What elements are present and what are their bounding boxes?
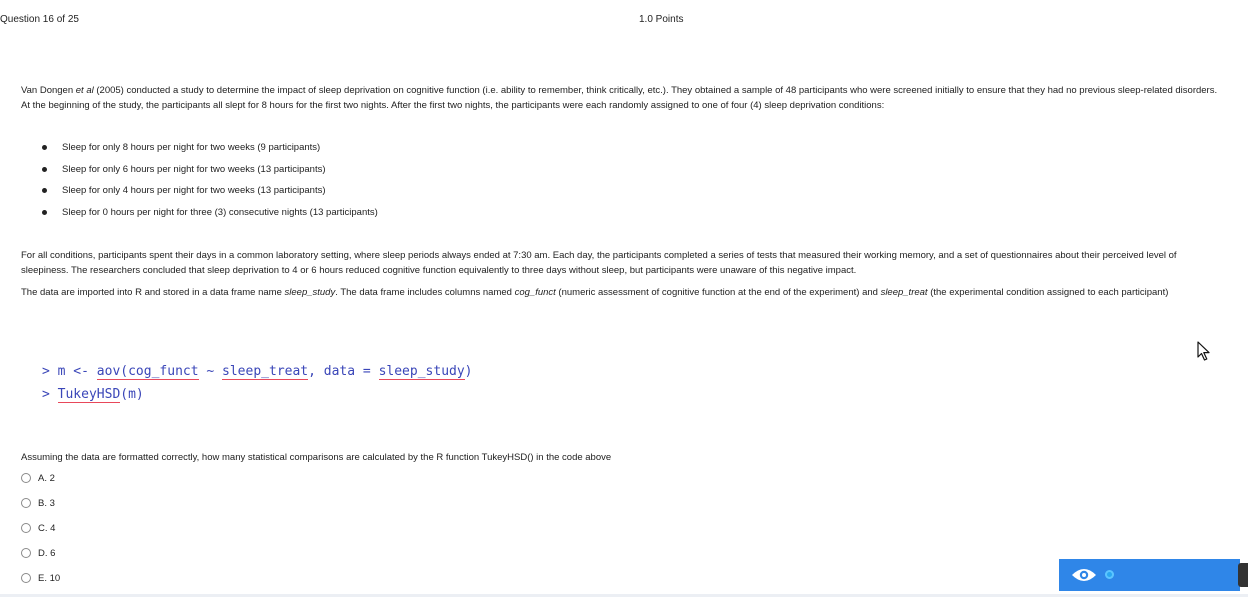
radio-button[interactable] <box>21 473 31 483</box>
answer-option-c[interactable] <box>21 521 55 535</box>
question-number: Question 16 of 25 <box>0 14 79 25</box>
radio-button[interactable] <box>21 523 31 533</box>
conditions-paragraph: For all conditions, participants spent their days in a common laboratory setting, where sleep periods always ended at 7:30 am. Each day, the participants completed a series of tests that measured their working memory, and a set of questionnaires about their perceived level of sleepiness. The researchers concluded that sleep deprivation to 4 or 6 hours reduced cognitive function equivalently to three days without sleep, but participants were unaware of this negative impact. <box>21 250 1177 276</box>
option-label: D. 6 <box>38 547 56 559</box>
intro-paragraph: Van Dongen et al (2005) conducted a study to determine the impact of sleep deprivation on cognitive function (i.e. ability to remember, think critically, etc.). They obtained a sample of 48 participants who were screened initially to ensure that they had no previous sleep-related disorders. At the beginning of the study, the participants all slept for 8 hours for the first two nights. After the first two nights, the participants were each randomly assigned to one of four (4) sleep deprivation conditions: <box>21 85 1218 111</box>
option-label: B. 3 <box>38 497 55 509</box>
code-line-tukey: > TukeyHSD(m) <box>42 387 144 402</box>
answer-option-b[interactable] <box>21 496 55 510</box>
list-item: Sleep for only 6 hours per night for two weeks (13 participants) <box>42 164 378 186</box>
option-label: E. 10 <box>38 572 61 584</box>
radio-button[interactable] <box>21 498 31 508</box>
question-points: 1.0 Points <box>639 14 684 25</box>
side-panel-handle[interactable] <box>1238 563 1248 587</box>
eye-icon[interactable] <box>1071 566 1097 587</box>
code-line-aov: > m <- aov(cog_funct ~ sleep_treat, data = sleep_study) <box>42 364 473 379</box>
conditions-list <box>42 142 378 228</box>
answer-option-a[interactable] <box>21 471 55 485</box>
answer-option-e[interactable] <box>21 571 60 585</box>
answer-option-d[interactable] <box>21 546 55 560</box>
radio-button[interactable] <box>21 573 31 583</box>
list-item: Sleep for 0 hours per night for three (3) consecutive nights (13 participants) <box>42 207 378 229</box>
status-indicator-icon <box>1105 570 1114 579</box>
option-label: A. 2 <box>38 472 55 484</box>
radio-button[interactable] <box>21 548 31 558</box>
list-item: Sleep for only 8 hours per night for two weeks (9 participants) <box>42 142 378 164</box>
list-item: Sleep for only 4 hours per night for two weeks (13 participants) <box>42 185 378 207</box>
mouse-cursor-icon <box>1197 341 1211 361</box>
question-text: Assuming the data are formatted correctly, how many statistical comparisons are calculated by the R function TukeyHSD() in the code above <box>21 452 612 463</box>
accessibility-widget[interactable] <box>1059 559 1240 591</box>
option-label: C. 4 <box>38 522 56 534</box>
data-paragraph: The data are imported into R and stored in a data frame name sleep_study. The data frame includes columns named cog_funct (numeric assessment of cognitive function at the end of the experiment) and sleep_treat (the experimental condition assigned to each participant) <box>21 287 1169 298</box>
